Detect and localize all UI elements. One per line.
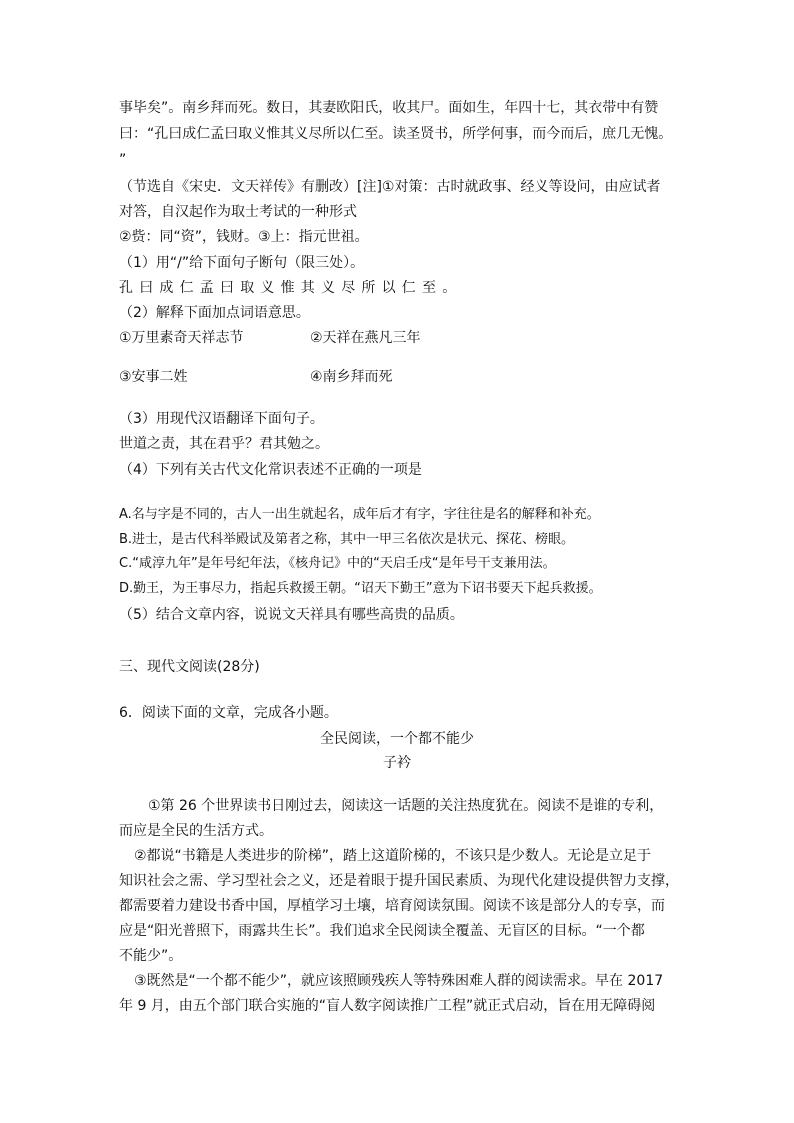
source-note-cont: 对答，自汉起作为取士考试的一种形式: [119, 204, 357, 220]
article-line-2: 而应是全民的生活方式。: [119, 823, 273, 839]
article-line-5: 都需要着力建设书香中国，厚植学习土壤，培育阅读氛围。阅读不该是部分人的专享，而: [119, 898, 665, 914]
article-line-9: 年 9 月，由五个部门联合实施的“盲人数字阅读推广工程”就正式启动，旨在用无障碍阅: [119, 998, 656, 1014]
question-2-item-2: ②天祥在燕凡三年: [310, 330, 421, 346]
article-line-8: ③既然是“一个都不能少”，就应该照顾残疾人等特殊困难人群的阅读需求。早在 2017: [134, 973, 664, 989]
article-line-4: 知识社会之需、学习型社会之义，还是着眼于提升国民素质、为现代化建设提供智力支撑，: [119, 873, 679, 889]
passage-line-3: ”: [119, 152, 127, 168]
option-b: B.进士，是古代科举殿试及第者之称，其中一甲三名依次是状元、探花、榜眼。: [119, 532, 575, 547]
article-line-6: 应是“阳光普照下，雨露共生长”。我们追求全民阅读全覆盖、无盲区的目标。“一个都: [119, 923, 645, 939]
question-2-label: （2）解释下面加点词语意思。: [119, 305, 310, 321]
passage-line-1: 事毕矣”。南乡拜而死。数日，其妻欧阳氏，收其尸。面如生，年四十七，其衣带中有赞: [119, 100, 659, 116]
option-d: D.勤王，为王事尽力，指起兵救援王朝。“诏天下勤王”意为下诏书要天下起兵救援。: [119, 581, 602, 596]
option-a: A.名与字是不同的，古人一出生就起名，成年后才有字，字往往是名的解释和补充。: [119, 507, 600, 522]
question-1-text: 孔曰成仁孟曰取义惟其义尽所以仁至。: [119, 280, 463, 296]
question-6-intro: 6．阅读下面的文章，完成各小题。: [119, 705, 338, 721]
question-4-label: （4）下列有关古代文化常识表述不正确的一项是: [119, 462, 422, 478]
question-2-item-1: ①万里素奇天祥志节: [119, 330, 244, 346]
option-c: C.“咸淳九年”是年号纪年法，《核舟记》中的“天启壬戌“是年号干支兼用法。: [119, 556, 556, 571]
article-line-7: 不能少”。: [119, 948, 183, 964]
article-line-3: ②都说“书籍是人类进步的阶梯”，踏上这道阶梯的，不该只是少数人。无论是立足于: [134, 848, 652, 864]
article-author: 子衿: [383, 755, 411, 771]
question-5-label: （5）结合文章内容，说说文天祥具有哪些高贵的品质。: [119, 607, 464, 623]
question-3-label: （3）用现代汉语翻译下面句子。: [119, 411, 324, 427]
question-3-text: 世道之责，其在君乎？君其勉之。: [119, 436, 329, 452]
annotation-note: ②赀：同“资”，钱财。③上：指元世祖。: [119, 229, 369, 245]
article-title: 全民阅读，一个都不能少: [320, 731, 474, 747]
article-line-1: ①第 26 个世界读书日刚过去，阅读这一话题的关注热度犹在。阅读不是谁的专利，: [148, 798, 664, 814]
question-2-item-4: ④南乡拜而死: [310, 369, 393, 385]
question-1-label: （1）用“/”给下面句子断句（限三处）。: [119, 255, 365, 271]
section-heading: 三、现代文阅读(28分): [119, 659, 260, 675]
question-2-item-3: ③安事二姓: [119, 369, 188, 385]
passage-line-2: 曰：“孔曰成仁孟曰取义惟其义尽所以仁至。读圣贤书，所学何事，而今而后，庶几无愧。: [119, 126, 673, 142]
source-note: （节选自《宋史．文天祥传》有删改）[注]①对策：古时就政事、经义等设问，由应试者: [119, 179, 661, 195]
